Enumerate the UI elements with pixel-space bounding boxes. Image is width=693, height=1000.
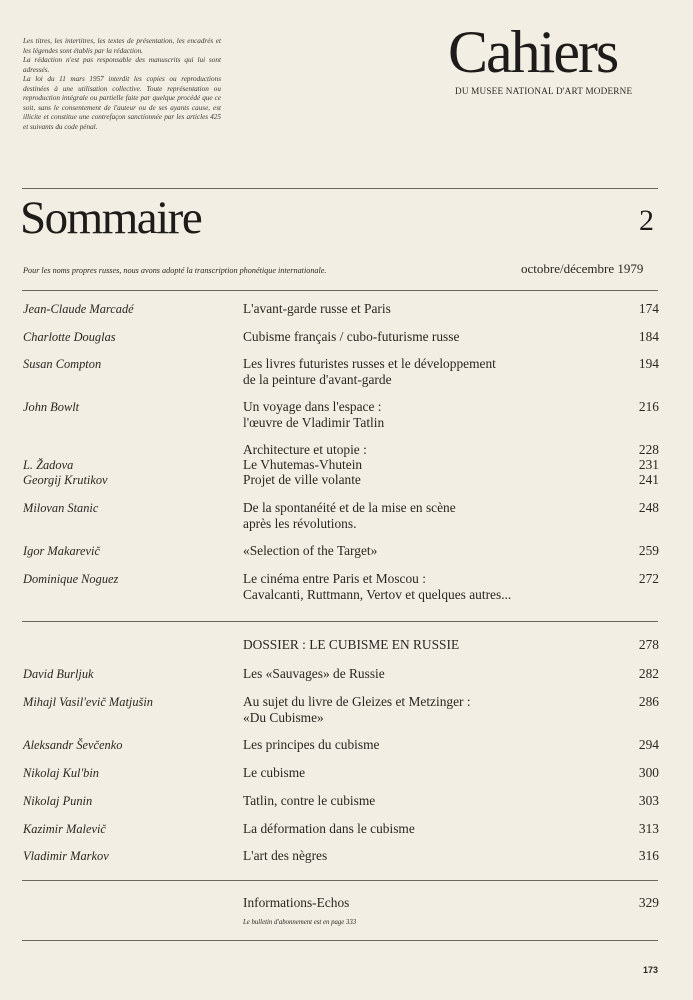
divider bbox=[22, 880, 658, 881]
toc-author: Susan Compton bbox=[23, 357, 102, 371]
toc-title bbox=[243, 457, 593, 473]
toc-author: Milovan Stanic bbox=[23, 501, 99, 515]
divider bbox=[22, 621, 658, 622]
toc-page: 194 bbox=[638, 356, 659, 371]
toc-page: 241 bbox=[638, 472, 659, 487]
toc-author: Charlotte Douglas bbox=[23, 330, 116, 344]
toc-author: Dominique Noguez bbox=[23, 572, 119, 586]
toc-title-line: Les livres futuristes russes et le développement bbox=[243, 356, 496, 371]
toc-title bbox=[243, 329, 593, 345]
toc-author: Nikolaj Kul'bin bbox=[23, 766, 99, 780]
toc-author: Mihajl Vasil'evič Matjušin bbox=[23, 695, 153, 709]
toc-title bbox=[243, 301, 593, 317]
toc-author: Jean-Claude Marcadé bbox=[23, 302, 134, 316]
toc-page: 313 bbox=[638, 821, 659, 836]
toc-title-line: «Du Cubisme» bbox=[243, 710, 324, 725]
divider bbox=[22, 188, 658, 189]
toc-author: John Bowlt bbox=[23, 400, 80, 414]
toc-title bbox=[243, 543, 593, 559]
toc-page: 231 bbox=[638, 457, 659, 472]
toc-title-line: Un voyage dans l'espace : bbox=[243, 399, 382, 414]
toc-author: David Burljuk bbox=[23, 667, 94, 681]
toc-title bbox=[243, 694, 593, 726]
toc-page: 259 bbox=[638, 543, 659, 558]
toc-author: Vladimir Markov bbox=[23, 849, 109, 863]
masthead-subtitle: DU MUSEE NATIONAL D'ART MODERNE bbox=[455, 86, 633, 96]
toc-page: 282 bbox=[638, 666, 659, 681]
issue-number: 2 bbox=[639, 204, 654, 237]
toc-author: Aleksandr Ševčenko bbox=[23, 738, 123, 752]
toc-page: 272 bbox=[638, 571, 659, 586]
toc-author: L. Žadova bbox=[23, 458, 74, 472]
legal-notice-paragraph: La rédaction n'est pas responsable des manuscrits qui lui sont adressés. bbox=[23, 56, 221, 74]
toc-title bbox=[243, 821, 593, 837]
toc-page: 329 bbox=[638, 895, 659, 910]
issue-date: octobre/décembre 1979 bbox=[521, 261, 644, 276]
toc-author: Kazimir Malevič bbox=[23, 822, 106, 836]
toc-title-line: après les révolutions. bbox=[243, 516, 357, 531]
toc-title-line: Projet de ville volante bbox=[243, 472, 361, 487]
masthead-title: Cahiers bbox=[448, 19, 618, 85]
toc-title-line: de la peinture d'avant-garde bbox=[243, 372, 392, 387]
toc-page: 316 bbox=[638, 848, 659, 863]
legal-notice-paragraph: La loi du 11 mars 1957 interdit les copies ou reproductions destinées à une utilisation collective. Toute représentation ou reproduction intégrale ou partielle faite par quelque procédé que ce soit, sans le consentement de l'auteur ou de ses ayants cause, est illicite et constitue une contrefaçon sanctionnée par les articles 425 et suivants du code pénal. bbox=[23, 75, 221, 131]
toc-page: 286 bbox=[638, 694, 659, 709]
toc-title-line: Le Vhutemas-Vhutein bbox=[243, 457, 363, 472]
toc-title bbox=[243, 793, 593, 809]
toc-title-line: Le cinéma entre Paris et Moscou : bbox=[243, 571, 426, 586]
toc-title bbox=[243, 571, 593, 603]
toc-page: 228 bbox=[638, 442, 659, 457]
toc-page: 278 bbox=[638, 637, 659, 652]
toc-title-line: Les principes du cubisme bbox=[243, 737, 380, 752]
toc-title-line: Le cubisme bbox=[243, 765, 306, 780]
toc-author: Georgij Krutikov bbox=[23, 473, 108, 487]
divider bbox=[22, 290, 658, 291]
toc-page: 174 bbox=[638, 301, 659, 316]
toc-page: 303 bbox=[638, 793, 659, 808]
dossier-heading: DOSSIER : LE CUBISME EN RUSSIE bbox=[243, 637, 460, 652]
toc-page: 216 bbox=[638, 399, 659, 414]
transcription-note: Pour les noms propres russes, nous avons adopté la transcription phonétique internationale. bbox=[23, 266, 327, 275]
toc-title bbox=[243, 666, 593, 682]
toc-title bbox=[243, 765, 593, 781]
legal-notice-paragraph: Les titres, les intertitres, les textes de présentation, les encadrés et les légendes sont établis par la rédaction. bbox=[23, 37, 221, 55]
toc-title-line: Cavalcanti, Ruttmann, Vertov et quelques autres... bbox=[243, 587, 512, 602]
toc-title-line: De la spontanéité et de la mise en scène bbox=[243, 500, 456, 515]
toc-title-line: Les «Sauvages» de Russie bbox=[243, 666, 385, 681]
page-number: 173 bbox=[642, 965, 658, 975]
toc-title bbox=[243, 356, 593, 388]
toc-title-line: L'art des nègres bbox=[243, 848, 328, 863]
toc-page: 300 bbox=[638, 765, 659, 780]
legal-notice bbox=[23, 37, 221, 132]
toc-author: Igor Makarevič bbox=[23, 544, 100, 558]
toc-title-line: Tatlin, contre le cubisme bbox=[243, 793, 376, 808]
toc-title bbox=[243, 500, 593, 532]
toc-title bbox=[243, 399, 593, 431]
divider bbox=[22, 940, 658, 941]
toc-title bbox=[243, 737, 593, 753]
toc-title-line: Au sujet du livre de Gleizes et Metzinger : bbox=[243, 694, 471, 709]
toc-page: 184 bbox=[638, 329, 659, 344]
toc-title bbox=[243, 848, 593, 864]
toc-page: 294 bbox=[638, 737, 659, 752]
page-title: Sommaire bbox=[20, 192, 202, 244]
toc-section-title bbox=[243, 442, 593, 458]
toc-page: 248 bbox=[638, 500, 659, 515]
toc-title-line: Architecture et utopie : bbox=[243, 442, 367, 457]
toc-author: Nikolaj Punin bbox=[23, 794, 93, 808]
toc-title-line: La déformation dans le cubisme bbox=[243, 821, 415, 836]
toc-title-line: Cubisme français / cubo-futurisme russe bbox=[243, 329, 460, 344]
subscription-note: Le bulletin d'abonnement est en page 333 bbox=[243, 919, 357, 926]
informations-title: Informations-Echos bbox=[243, 895, 350, 910]
toc-title-line: l'œuvre de Vladimir Tatlin bbox=[243, 415, 385, 430]
toc-title-line: «Selection of the Target» bbox=[243, 543, 378, 558]
toc-title-line: L'avant-garde russe et Paris bbox=[243, 301, 391, 316]
toc-title bbox=[243, 472, 593, 488]
